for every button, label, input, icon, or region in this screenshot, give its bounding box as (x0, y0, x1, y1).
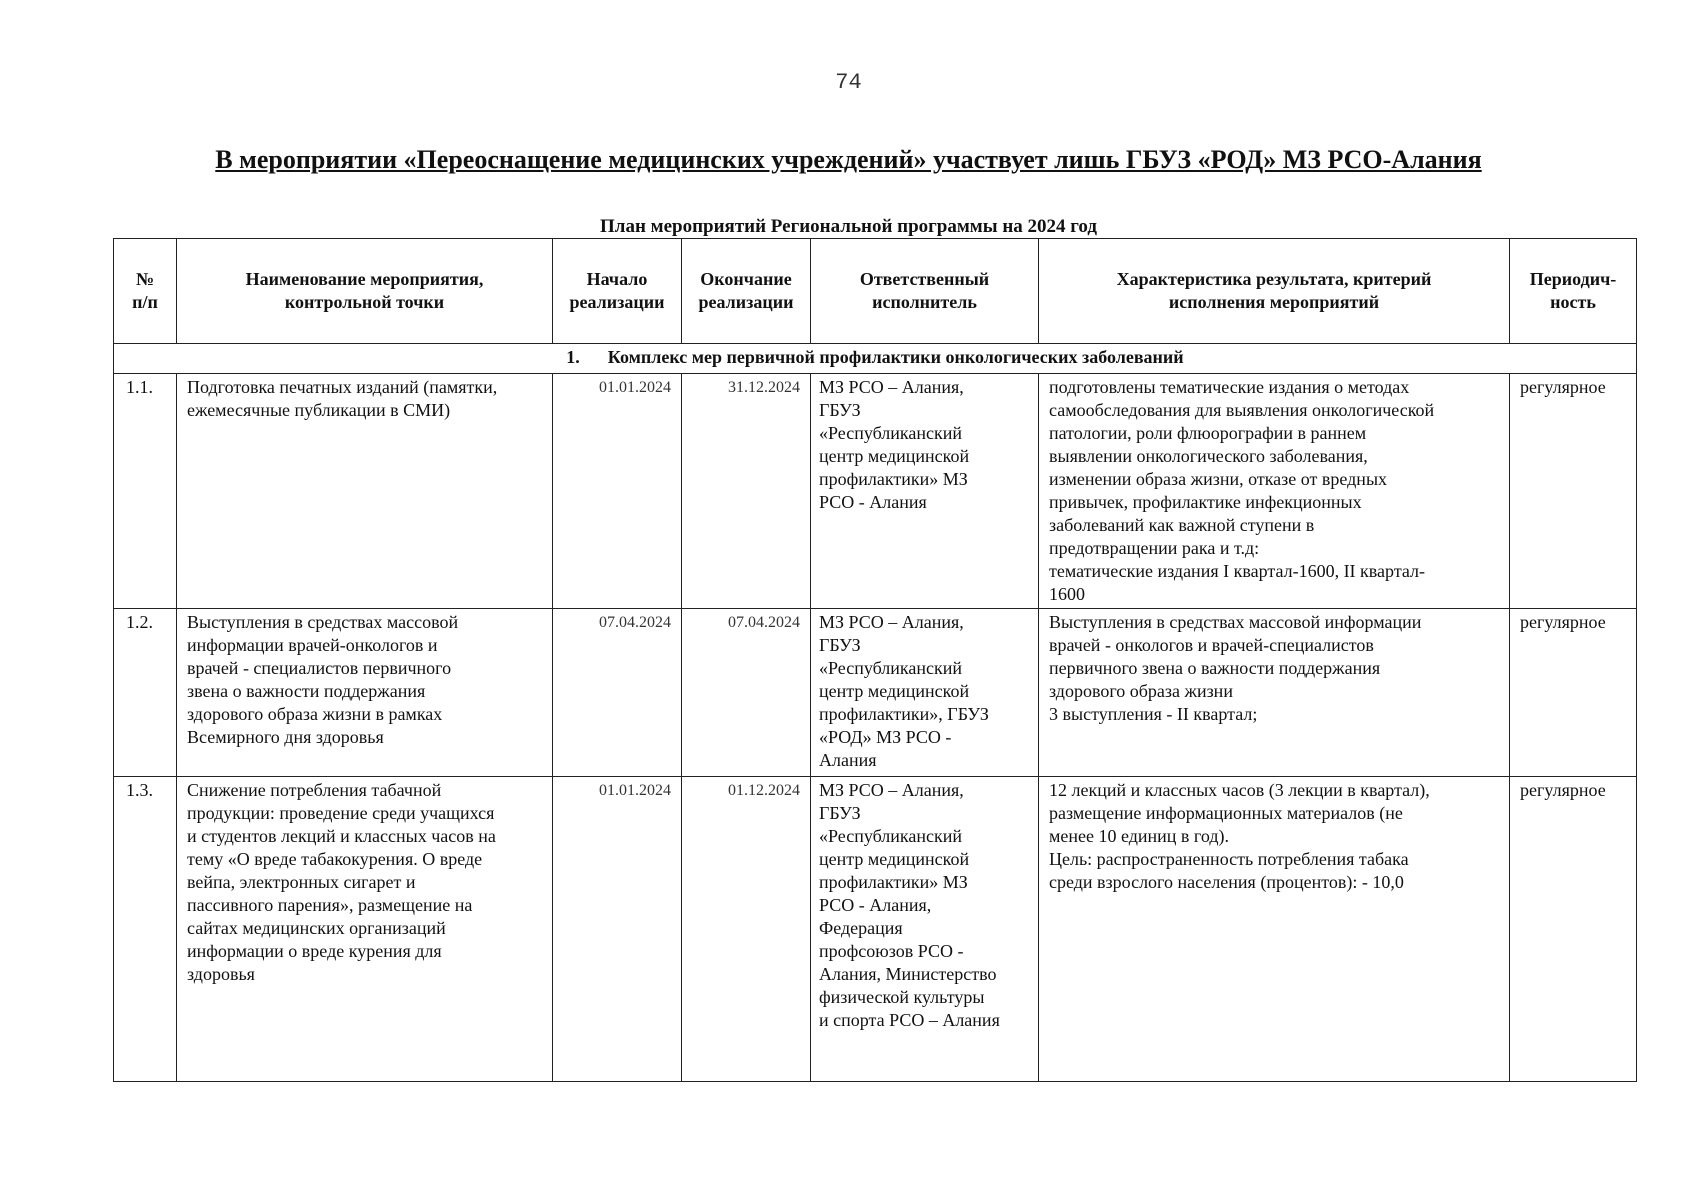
col-header-num: № п/п (114, 239, 177, 344)
col-header-start: Начало реализации (553, 239, 682, 344)
row-end-date: 01.12.2024 (682, 777, 811, 1082)
row-periodicity: регулярное (1510, 374, 1637, 609)
col-header-executor: Ответственный исполнитель (811, 239, 1039, 344)
row-periodicity: регулярное (1510, 777, 1637, 1082)
col-header-result: Характеристика результата, критерий исполнения мероприятий (1039, 239, 1510, 344)
row-executor: МЗ РСО – Алания, ГБУЗ «Республиканский центр медицинской профилактики», ГБУЗ «РОД» МЗ РСО - Алания (811, 609, 1039, 777)
table-row (114, 609, 1637, 777)
row-num: 1.1. (114, 374, 177, 609)
col-header-end: Окончание реализации (682, 239, 811, 344)
row-name: Снижение потребления табачной продукции: проведение среди учащихся и студентов лекций и классных часов на тему «О вреде табакокурения. О вреде вейпа, электронных сигарет и пассивного парения», размещение на сайтах медицинских организаций информации о вреде курения для здоровья (177, 777, 553, 1082)
plan-table (113, 238, 1637, 1082)
col-header-name: Наименование мероприятия, контрольной точки (177, 239, 553, 344)
section-title: Комплекс мер первичной профилактики онкологических заболеваний (607, 347, 1184, 367)
row-result: Выступления в средствах массовой информации врачей - онкологов и врачей-специалистов первичного звена о важности поддержания здорового образа жизни 3 выступления - II квартал; (1039, 609, 1510, 777)
row-executor: МЗ РСО – Алания, ГБУЗ «Республиканский центр медицинской профилактики» МЗ РСО - Алания (811, 374, 1039, 609)
row-executor: МЗ РСО – Алания, ГБУЗ «Республиканский центр медицинской профилактики» МЗ РСО - Алания, Федерация профсоюзов РСО - Алания, Министерство физической культуры и спорта РСО – Алания (811, 777, 1039, 1082)
table-row (114, 374, 1637, 609)
row-start-date: 07.04.2024 (553, 609, 682, 777)
page-number: 74 (835, 70, 862, 95)
document-heading: В мероприятии «Переоснащение медицинских учреждений» участвует лишь ГБУЗ «РОД» МЗ РСО-Алания (215, 145, 1482, 174)
table-row (114, 777, 1637, 1082)
row-end-date: 31.12.2024 (682, 374, 811, 609)
row-end-date: 07.04.2024 (682, 609, 811, 777)
section-row (114, 344, 1637, 374)
row-num: 1.3. (114, 777, 177, 1082)
row-start-date: 01.01.2024 (553, 777, 682, 1082)
row-num: 1.2. (114, 609, 177, 777)
row-periodicity: регулярное (1510, 609, 1637, 777)
row-name: Выступления в средствах массовой информации врачей-онкологов и врачей - специалистов первичного звена о важности поддержания здорового образа жизни в рамках Всемирного дня здоровья (177, 609, 553, 777)
row-result: 12 лекций и классных часов (3 лекции в квартал), размещение информационных материалов (не менее 10 единиц в год). Цель: распространенность потребления табака среди взрослого населения (процентов): - 10,0 (1039, 777, 1510, 1082)
row-result: подготовлены тематические издания о методах самообследования для выявления онкологической патологии, роли флюорографии в раннем выявлении онкологического заболевания, изменении образа жизни, отказе от вредных привычек, профилактике инфекционных заболеваний как важной ступени в предотвращении рака и т.д: тематические издания I квартал-1600, II квартал- 1600 (1039, 374, 1510, 609)
table-caption: План мероприятий Региональной программы на 2024 год (600, 216, 1097, 237)
row-start-date: 01.01.2024 (553, 374, 682, 609)
table-header-row (114, 239, 1637, 344)
col-header-period: Периодич- ность (1510, 239, 1637, 344)
row-name: Подготовка печатных изданий (памятки, ежемесячные публикации в СМИ) (177, 374, 553, 609)
section-cell (114, 344, 1637, 374)
section-number: 1. (566, 347, 580, 367)
